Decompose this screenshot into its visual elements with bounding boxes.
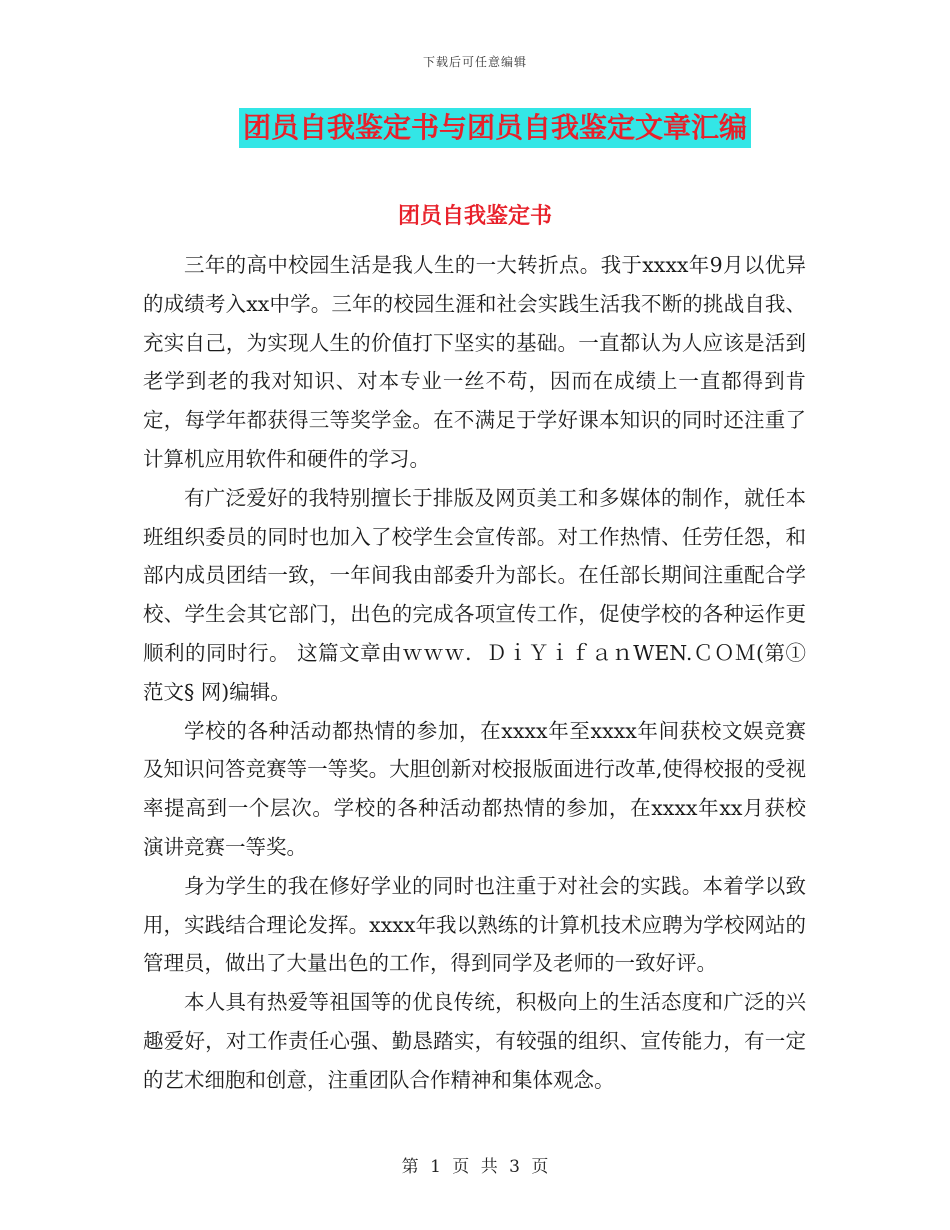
paragraph: 本人具有热爱等祖国等的优良传统，积极向上的生活态度和广泛的兴趣爱好，对工作责任心强、勤恳踏实，有较强的组织、宣传能力，有一定的艺术细胞和创意，注重团队合作精神和集体观念。 [143,990,806,1092]
main-title: 团员自我鉴定书与团员自我鉴定文章汇编 [239,108,751,148]
paragraph: 有广泛爱好的我特别擅长于排版及网页美工和多媒体的制作，就任本班组织委员的同时也加入了校学生会宣传部。对工作热情、任劳任怨，和部内成员团结一致，一年间我由部委升为部长。在任部长期间注重配合学校、学生会其它部门，出色的完成各项宣传工作，促使学校的各种运作更顺利的同时行。 这篇文章由ｗｗｗ．ＤｉＹｉｆａｎWEN.ＣＯＭ(第①范文§ 网)编辑。 [143,485,806,704]
paragraph: 三年的高中校园生活是我人生的一大转折点。我于xxxx年9月以优异的成绩考入xx中学。三年的校园生涯和社会实践生活我不断的挑战自我、充实自己，为实现人生的价值打下坚实的基础。一直都认为人应该是活到老学到老的我对知识、对本专业一丝不苟，因而在成绩上一直都得到肯定，每学年都获得三等奖学金。在不满足于学好课本知识的同时还注重了计算机应用软件和硬件的学习。 [143,253,806,471]
header-note: 下载后可任意编辑 [422,55,527,69]
section-title: 团员自我鉴定书 [397,204,552,229]
page-footer: 第 1 页 共 3 页 [401,1157,549,1177]
document-body [143,246,806,1100]
main-title-container [0,108,950,148]
paragraph: 身为学生的我在修好学业的同时也注重于对社会的实践。本着学以致用，实践结合理论发挥。xxxx年我以熟练的计算机技术应聘为学校网站的管理员，做出了大量出色的工作，得到同学及老师的一致好评。 [143,873,806,976]
paragraph: 学校的各种活动都热情的参加，在xxxx年至xxxx年间获校文娱竞赛及知识问答竞赛等一等奖。大胆创新对校报版面进行改革,使得校报的受视率提高到一个层次。学校的各种活动都热情的参加，在xxxx年xx月获校演讲竞赛一等奖。 [143,718,806,859]
